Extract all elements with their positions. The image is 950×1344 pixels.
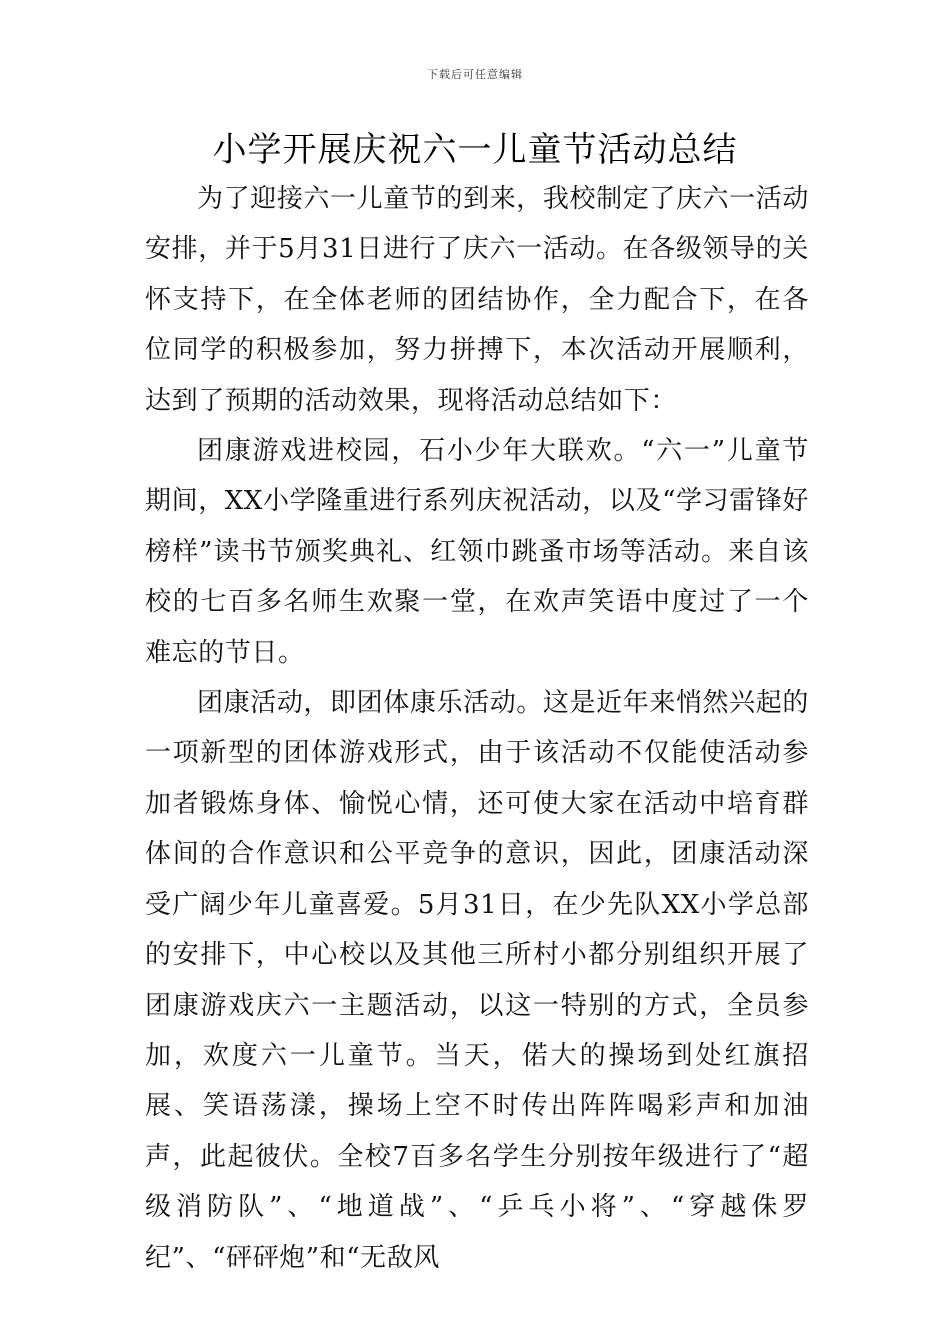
document-body xyxy=(145,174,809,1283)
paragraph-team-activities: 团康活动，即团体康乐活动。这是近年来悄然兴起的一项新型的团体游戏形式，由于该活动不仅能使活动参加者锻炼身体、愉悦心情，还可使大家在活动中培育群体间的合作意识和公平竞争的意识，因此，团康活动深受广阔少年儿童喜爱。5月31日，在少先队XX小学总部的安排下，中心校以及其他三所村小都分别组织开展了团康游戏庆六一主题活动，以这一特别的方式，全员参加，欢度六一儿童节。当天，偌大的操场到处红旗招展、笑语荡漾，操场上空不时传出阵阵喝彩声和加油声，此起彼伏。全校7百多名学生分别按年级进行了“超级消防队”、“地道战”、“乒乓小将”、“穿越侏罗纪”、“砰砰炮”和“无敌风 xyxy=(145,688,809,1273)
paragraph-intro: 为了迎接六一儿童节的到来，我校制定了庆六一活动安排，并于5月31日进行了庆六一活动。在各级领导的关怀支持下，在全体老师的团结协作，全力配合下，在各位同学的积极参加，努力拼搏下，本次活动开展顺利，达到了预期的活动效果，现将活动总结如下： xyxy=(145,184,809,416)
header-note: 下载后可任意编辑 xyxy=(427,68,523,81)
paragraph-event: 团康游戏进校园，石小少年大联欢。“六一”儿童节期间，XX小学隆重进行系列庆祝活动，以及“学习雷锋好榜样”读书节颁奖典礼、红领巾跳蚤市场等活动。来自该校的七百多名师生欢聚一堂，在欢声笑语中度过了一个难忘的节日。 xyxy=(145,436,809,668)
document-title: 小学开展庆祝六一儿童节活动总结 xyxy=(212,130,738,170)
